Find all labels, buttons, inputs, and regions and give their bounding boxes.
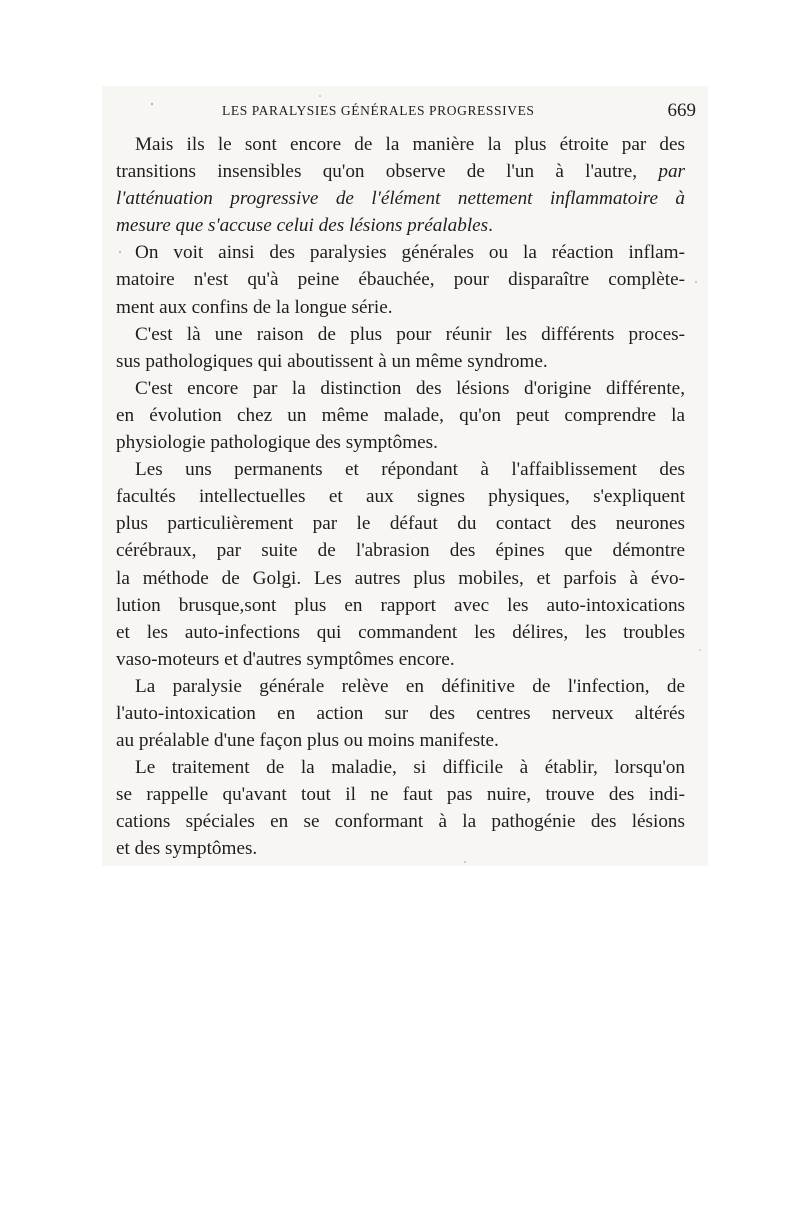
line-text: C'est là une raison de plus pour réunir les différents proces- [135, 323, 685, 345]
text-line [116, 646, 685, 673]
text-line [116, 835, 685, 862]
line-text: et des symptômes. [116, 838, 258, 860]
text-line [116, 158, 685, 185]
line-text: Mais ils le sont encore de la manière la plus étroite par des [135, 134, 685, 155]
line-text: l'auto-intoxication en action sur des centres nerveux altérés [116, 702, 685, 724]
line-text: et les auto-infections qui commandent les délires, les troubles [116, 621, 685, 643]
line-text: On voit ainsi des paralysies générales ou la réaction inflam- [135, 242, 685, 264]
line-text: Le traitement de la maladie, si difficile à établir, lorsqu'on [135, 757, 685, 779]
text-line [116, 239, 685, 266]
paragraph [116, 239, 685, 320]
text-line [116, 673, 685, 700]
text-line [116, 808, 685, 835]
text-line [116, 537, 685, 564]
paragraph [116, 456, 685, 673]
line-text: cations spéciales en se conformant à la pathogénie des lésions [116, 811, 685, 833]
page-number: 669 [667, 100, 696, 121]
line-text: transitions insensibles qu'on observe de l'un à l'autre, [116, 161, 659, 183]
line-text: lution brusque,sont plus en rapport avec les auto-intoxications [116, 594, 685, 616]
line-text: vaso-moteurs et d'autres symptômes encore. [116, 648, 455, 670]
text-line [116, 456, 685, 483]
line-text: matoire n'est qu'à peine ébauchée, pour disparaître complète- [116, 269, 685, 291]
line-text: en évolution chez un même malade, qu'on peut comprendre la [116, 404, 685, 426]
line-text: plus particulièrement par le défaut du contact des neurones [116, 513, 685, 535]
line-suffix: . [488, 215, 493, 237]
paragraph [116, 754, 685, 862]
text-line [116, 131, 685, 158]
text-line [116, 294, 685, 321]
line-text: C'est encore par la distinction des lésions d'origine différente, [135, 377, 685, 399]
text-line [116, 619, 685, 646]
text-line [116, 483, 685, 510]
text-line [116, 321, 685, 348]
text-line [116, 754, 685, 781]
line-text: physiologie pathologique des symptômes. [116, 432, 438, 454]
italic-text: l'atténuation progressive de l'élément nettement inflammatoire à [116, 188, 685, 210]
text-line [116, 565, 685, 592]
text-line [116, 727, 685, 754]
line-text: se rappelle qu'avant tout il ne faut pas nuire, trouve des indi- [116, 784, 685, 806]
italic-text: par [658, 161, 685, 183]
line-text: au préalable d'une façon plus ou moins manifeste. [116, 730, 499, 752]
running-header [118, 100, 696, 124]
text-line [116, 592, 685, 619]
running-title: LES PARALYSIES GÉNÉRALES PROGRESSIVES [222, 103, 535, 118]
text-line [116, 185, 685, 212]
text-line [116, 266, 685, 293]
text-line [116, 429, 685, 456]
line-text: sus pathologiques qui aboutissent à un même syndrome. [116, 350, 548, 372]
line-text: cérébraux, par suite de l'abrasion des épines que démontre [116, 540, 685, 562]
text-line [116, 402, 685, 429]
paragraph [116, 131, 685, 239]
text-line [116, 700, 685, 727]
text-line [116, 375, 685, 402]
text-line [116, 212, 685, 239]
line-text: la méthode de Golgi. Les autres plus mobiles, et parfois à évo- [116, 567, 685, 589]
italic-text: mesure que s'accuse celui des lésions préalables [116, 215, 489, 237]
line-text: facultés intellectuelles et aux signes physiques, s'expliquent [116, 486, 685, 508]
text-line [116, 781, 685, 808]
body-text [116, 131, 685, 863]
paragraph [116, 673, 685, 754]
line-text: ment aux confins de la longue série. [116, 296, 393, 318]
line-text: Les uns permanents et répondant à l'affaiblissement des [135, 459, 685, 481]
text-line [116, 348, 685, 375]
line-text: La paralysie générale relève en définitive de l'infection, de [135, 675, 685, 697]
paragraph [116, 321, 685, 375]
paragraph [116, 375, 685, 456]
text-line [116, 510, 685, 537]
